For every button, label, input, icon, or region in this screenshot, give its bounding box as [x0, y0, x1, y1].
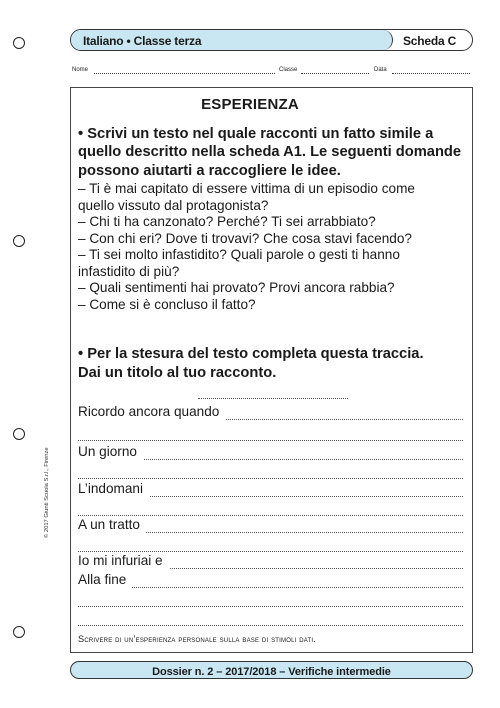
name-field[interactable]	[94, 73, 275, 74]
name-label: Nome	[72, 67, 89, 73]
binder-hole	[13, 235, 25, 247]
header-subject-band	[71, 30, 393, 50]
starter-indomani: L’indomani	[78, 481, 149, 497]
copyright-notice: © 2017 Giunti Scuola S.r.l., Firenze	[44, 447, 50, 538]
question-line: – Ti è mai capitato di essere vittima di un episodio come	[78, 181, 415, 196]
binder-hole	[13, 626, 25, 638]
instruction-2	[78, 345, 470, 382]
sheet-label: Scheda C	[403, 34, 457, 48]
starter-ricordo: Ricordo ancora quando	[78, 404, 225, 420]
footer-text: Dossier n. 2 – 2017/2018 – Verifiche intermedie	[152, 666, 391, 678]
worksheet-header	[70, 29, 473, 51]
question-line: – Chi ti ha canzonato? Perché? Ti sei arrabbiato?	[78, 214, 376, 229]
question-line: infastidito di più?	[78, 263, 180, 279]
instruction-line: quello descritto nella scheda A1. Le seguenti domande	[78, 144, 462, 161]
question-line: quello vissuto dal protagonista?	[78, 197, 269, 213]
exercise-title: ESPERIENZA	[201, 96, 299, 113]
question-line: – Quali sentimenti hai provato? Provi ancora rabbia?	[78, 280, 395, 295]
instruction-line: • Scrivi un testo nel quale racconti un fatto simile a	[78, 126, 434, 142]
instruction-1	[78, 125, 470, 180]
writing-line[interactable]	[78, 587, 463, 588]
date-label: Data	[374, 67, 387, 73]
writing-line[interactable]	[78, 515, 463, 516]
starter-un-giorno: Un giorno	[78, 444, 143, 460]
guiding-questions	[78, 181, 470, 313]
writing-line[interactable]	[78, 440, 463, 441]
writing-line[interactable]	[78, 551, 463, 552]
starter-a-un-tratto: A un tratto	[78, 517, 146, 533]
instruction-line: • Per la stesura del testo completa questa traccia.	[78, 346, 424, 362]
writing-line[interactable]	[78, 625, 463, 626]
class-field[interactable]	[301, 73, 369, 74]
instruction-line: Dai un titolo al tuo racconto.	[78, 364, 277, 381]
writing-line[interactable]	[78, 606, 463, 607]
worksheet-footer	[70, 661, 473, 679]
question-line: – Con chi eri? Dove ti trovavi? Che cosa stavi facendo?	[78, 230, 412, 246]
question-line: – Ti sei molto infastidito? Quali parole o gesti ti hanno	[78, 247, 400, 262]
starter-io-mi-infuriai: Io mi infuriai e	[78, 553, 169, 569]
starter-alla-fine: Alla fine	[78, 572, 132, 588]
student-fields	[72, 67, 472, 77]
question-line: – Come si è concluso il fatto?	[78, 296, 256, 312]
binder-hole	[13, 37, 25, 49]
subject-title: Italiano • Classe terza	[83, 34, 202, 48]
instruction-line: possono aiutarti a raccogliere le idee.	[78, 162, 341, 179]
writing-line[interactable]	[78, 478, 463, 479]
story-title-line[interactable]	[198, 398, 348, 399]
class-label: Classe	[279, 67, 298, 73]
date-field[interactable]	[392, 73, 470, 74]
binder-hole	[13, 428, 25, 440]
skill-footnote: Scrivere di un’esperienza personale sulla base di stimoli dati.	[78, 634, 317, 644]
